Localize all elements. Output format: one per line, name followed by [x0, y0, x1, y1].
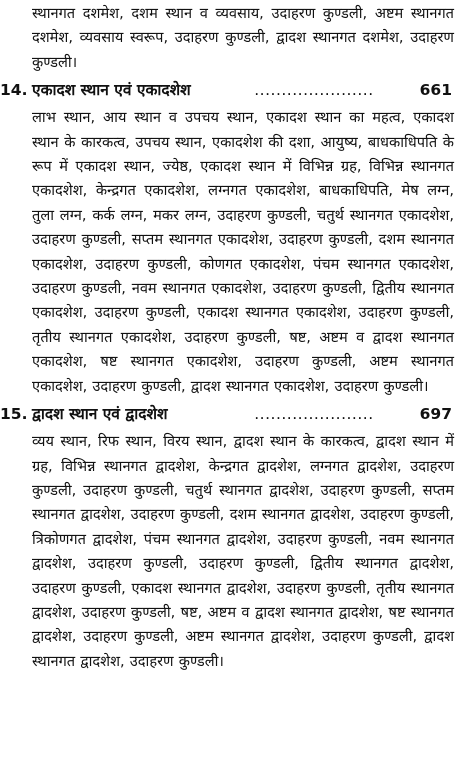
- dot-leader: ......................: [254, 81, 374, 100]
- section-title: एकादश स्थान एवं एकादशेश: [32, 81, 191, 100]
- section-number: 15.: [0, 405, 28, 424]
- section-page-number: 697: [419, 405, 452, 424]
- dot-leader: ......................: [254, 405, 374, 424]
- section-15: [0, 402, 460, 674]
- section-topics: व्यय स्थान, रिफ स्थान, विरय स्थान, द्वादश स्थान के कारकत्व, द्वादश स्थान में ग्रह, विभिन्न स्थानगत द्वादशेश, केन्द्रगत द्वादशेश, लग्नगत द्वादशेश, उदाहरण कुण्डली, उदाहरण कुण्डली, चतुर्थ स्थानगत द्वादशेश, उदाहरण कुण्डली, सप्तम स्थानगत द्वादशेश, उदाहरण कुण्डली, दशम स्थानगत द्वादशेश, उदाहरण कुण्डली, त्रिकोणगत द्वादशेश, पंचम स्थानगत द्वादशेश, उदाहरण कुण्डली, नवम स्थानगत द्वादशेश, उदाहरण कुण्डली, उदाहरण कुण्डली, द्वितीय स्थानगत द्वादशेश, उदाहरण कुण्डली, एकादश स्थानगत द्वादशेश, उदाहरण कुण्डली, तृतीय स्थानगत द्वादशेश, उदाहरण कुण्डली, षष्ट, अष्टम व द्वादश स्थानगत द्वादशेश, षष्ट स्थानगत द्वादशेश, उदाहरण कुण्डली, अष्टम स्थानगत द्वादशेश, उदाहरण कुण्डली, द्वादश स्थानगत द्वादशेश, उदाहरण कुण्डली।: [32, 433, 454, 670]
- section-page-number: 661: [419, 81, 452, 100]
- section-title: द्वादश स्थान एवं द्वादशेश: [32, 405, 168, 424]
- section-topics: लाभ स्थान, आय स्थान व उपचय स्थान, एकादश स्थान का महत्व, एकादश स्थान के कारकत्व, उपचय स्थान, एकादशेश की दशा, आयुष्य, बाधकाधिपति के रूप में एकादश स्थान, ज्येष्ठ, एकादश स्थान में विभिन्न ग्रह, विभिन्न स्थानगत एकादशेश, केन्द्रगत एकादशेश, लग्नगत एकादशेश, बाधकाधिपति, मेष लग्न, तुला लग्न, कर्क लग्न, मकर लग्न, उदाहरण कुण्डली, चतुर्थ स्थानगत एकादशेश, उदाहरण कुण्डली, सप्तम स्थानगत एकादशेश, उदाहरण कुण्डली, दशम स्थानगत एकादशेश, उदाहरण कुण्डली, कोणगत एकादशेश, पंचम स्थानगत एकादशेश, उदाहरण कुण्डली, नवम स्थानगत एकादशेश, उदाहरण कुण्डली, द्वितीय स्थानगत एकादशेश, उदाहरण कुण्डली, एकादश स्थानगत एकादशेश, उदाहरण कुण्डली, तृतीय स्थानगत एकादशेश, उदाहरण कुण्डली, षष्ट, अष्टम व द्वादश स्थानगत एकादशेश, षष्ट स्थानगत एकादशेश, उदाहरण कुण्डली, अष्टम स्थानगत एकादशेश, उदाहरण कुण्डली, द्वादश स्थानगत एकादशेश, उदाहरण कुण्डली।: [32, 109, 454, 395]
- section-number: 14.: [0, 81, 28, 100]
- section-heading: [0, 78, 460, 106]
- section-14: [0, 78, 460, 399]
- continuation-paragraph: स्थानगत दशमेश, दशम स्थान व व्यवसाय, उदाहरण कुण्डली, अष्टम स्थानगत दशमेश, व्यवसाय स्वरूप, उदाहरण कुण्डली, द्वादश स्थानगत दशमेश, उदाहरण कुण्डली।: [32, 5, 454, 71]
- section-heading: [0, 402, 460, 430]
